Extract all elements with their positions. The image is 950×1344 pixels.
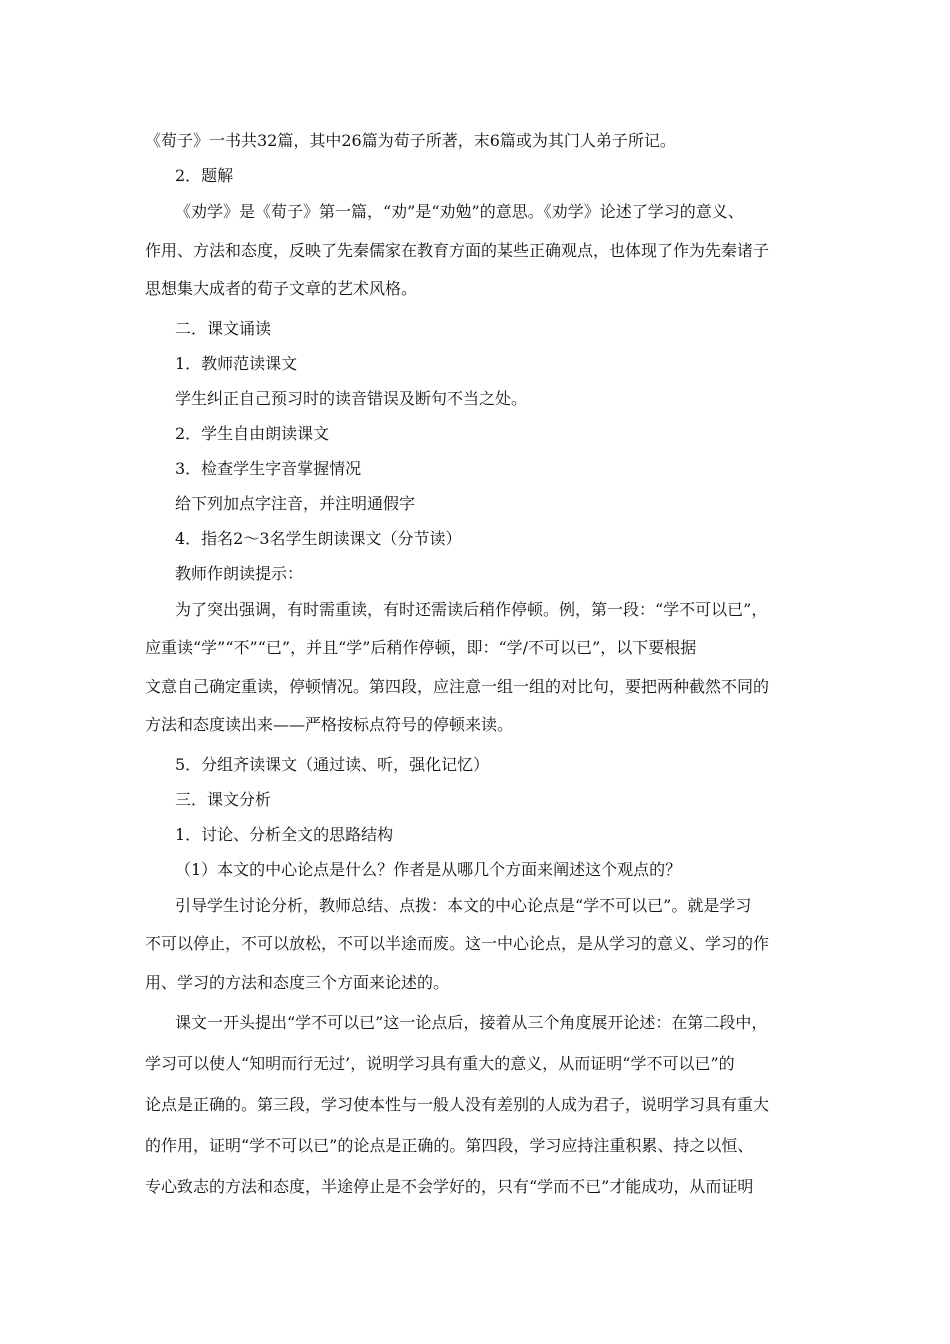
paragraph-line: 的作用，证明“学不可以已”的论点是正确的。第四段，学习应持注重积累、持之以恒、 (145, 1136, 754, 1155)
paragraph-line: 给下列加点字注音，并注明通假字 (175, 493, 416, 513)
paragraph-line: 论点是正确的。第三段，学习使本性与一般人没有差别的人成为君子，说明学习具有重大 (145, 1095, 770, 1114)
paragraph-line: 文意自己确定重读，停顿情况。第四段，应注意一组一组的对比句，要把两种截然不同的 (145, 676, 770, 696)
paragraph-line: 不可以停止，不可以放松，不可以半途而废。这一中心论点，是从学习的意义、学习的作 (145, 934, 770, 953)
paragraph-line: 引导学生讨论分析，教师总结、点拨：本文的中心论点是“学不可以已”。就是学习 (175, 895, 752, 915)
paragraph-line: 方法和态度读出来——严格按标点符号的停顿来读。 (145, 715, 514, 734)
paragraph-line: 应重读“学”“不”“已”，并且“学”后稍作停顿，即：“学/不可以已”，以下要根据 (145, 638, 697, 657)
subsection-heading: 2．学生自由朗读课文 (175, 423, 330, 443)
subsection-heading: 5．分组齐读课文（通过读、听，强化记忆） (175, 754, 490, 774)
paragraph-line: 课文一开头提出“学不可以已”这一论点后，接着从三个角度展开论述：在第二段中， (175, 1013, 768, 1032)
paragraph-line: 学习可以使人“知明而行无过’，说明学习具有重大的意义，从而证明“学不可以已”的 (145, 1054, 735, 1073)
paragraph-line: 用、学习的方法和态度三个方面来论述的。 (145, 972, 450, 992)
section-heading-tijie: 2．题解 (175, 166, 234, 185)
document-body (145, 123, 815, 1207)
paragraph-line: 学生纠正自己预习时的读音错误及断句不当之处。 (175, 388, 528, 408)
subsection-heading: 1．教师范读课文 (175, 353, 298, 373)
paragraph-line: 思想集大成者的荀子文章的艺术风格。 (145, 279, 418, 298)
paragraph-line: 作用、方法和态度，反映了先秦儒家在教育方面的某些正确观点，也体现了作为先秦诸子 (145, 240, 770, 260)
paragraph-line: 专心致志的方法和态度，半途停止是不会学好的，只有“学而不已”才能成功，从而证明 (145, 1177, 754, 1196)
question-line: （1）本文的中心论点是什么？作者是从哪几个方面来阐述这个观点的？ (175, 859, 682, 879)
paragraph-line: 《荀子》一书共32篇，其中26篇为荀子所著，末6篇或为其门人弟子所记。 (145, 131, 676, 150)
subsection-heading: 1．讨论、分析全文的思路结构 (175, 824, 394, 844)
section-heading-kewen-fenxi: 三．课文分析 (175, 789, 272, 809)
paragraph-line: 教师作朗读提示： (175, 563, 304, 583)
paragraph-line: 为了突出强调，有时需重读，有时还需读后稍作停顿。例，第一段：“学不可以已”， (175, 599, 768, 619)
subsection-heading: 4．指名2～3名学生朗读课文（分节读） (175, 528, 462, 548)
subsection-heading: 3．检查学生字音掌握情况 (175, 458, 362, 478)
section-heading-kewen-songdu: 二．课文诵读 (175, 318, 272, 338)
paragraph-line: 《劝学》是《荀子》第一篇，“劝”是“劝勉”的意思。《劝学》论述了学习的意义、 (175, 202, 744, 221)
